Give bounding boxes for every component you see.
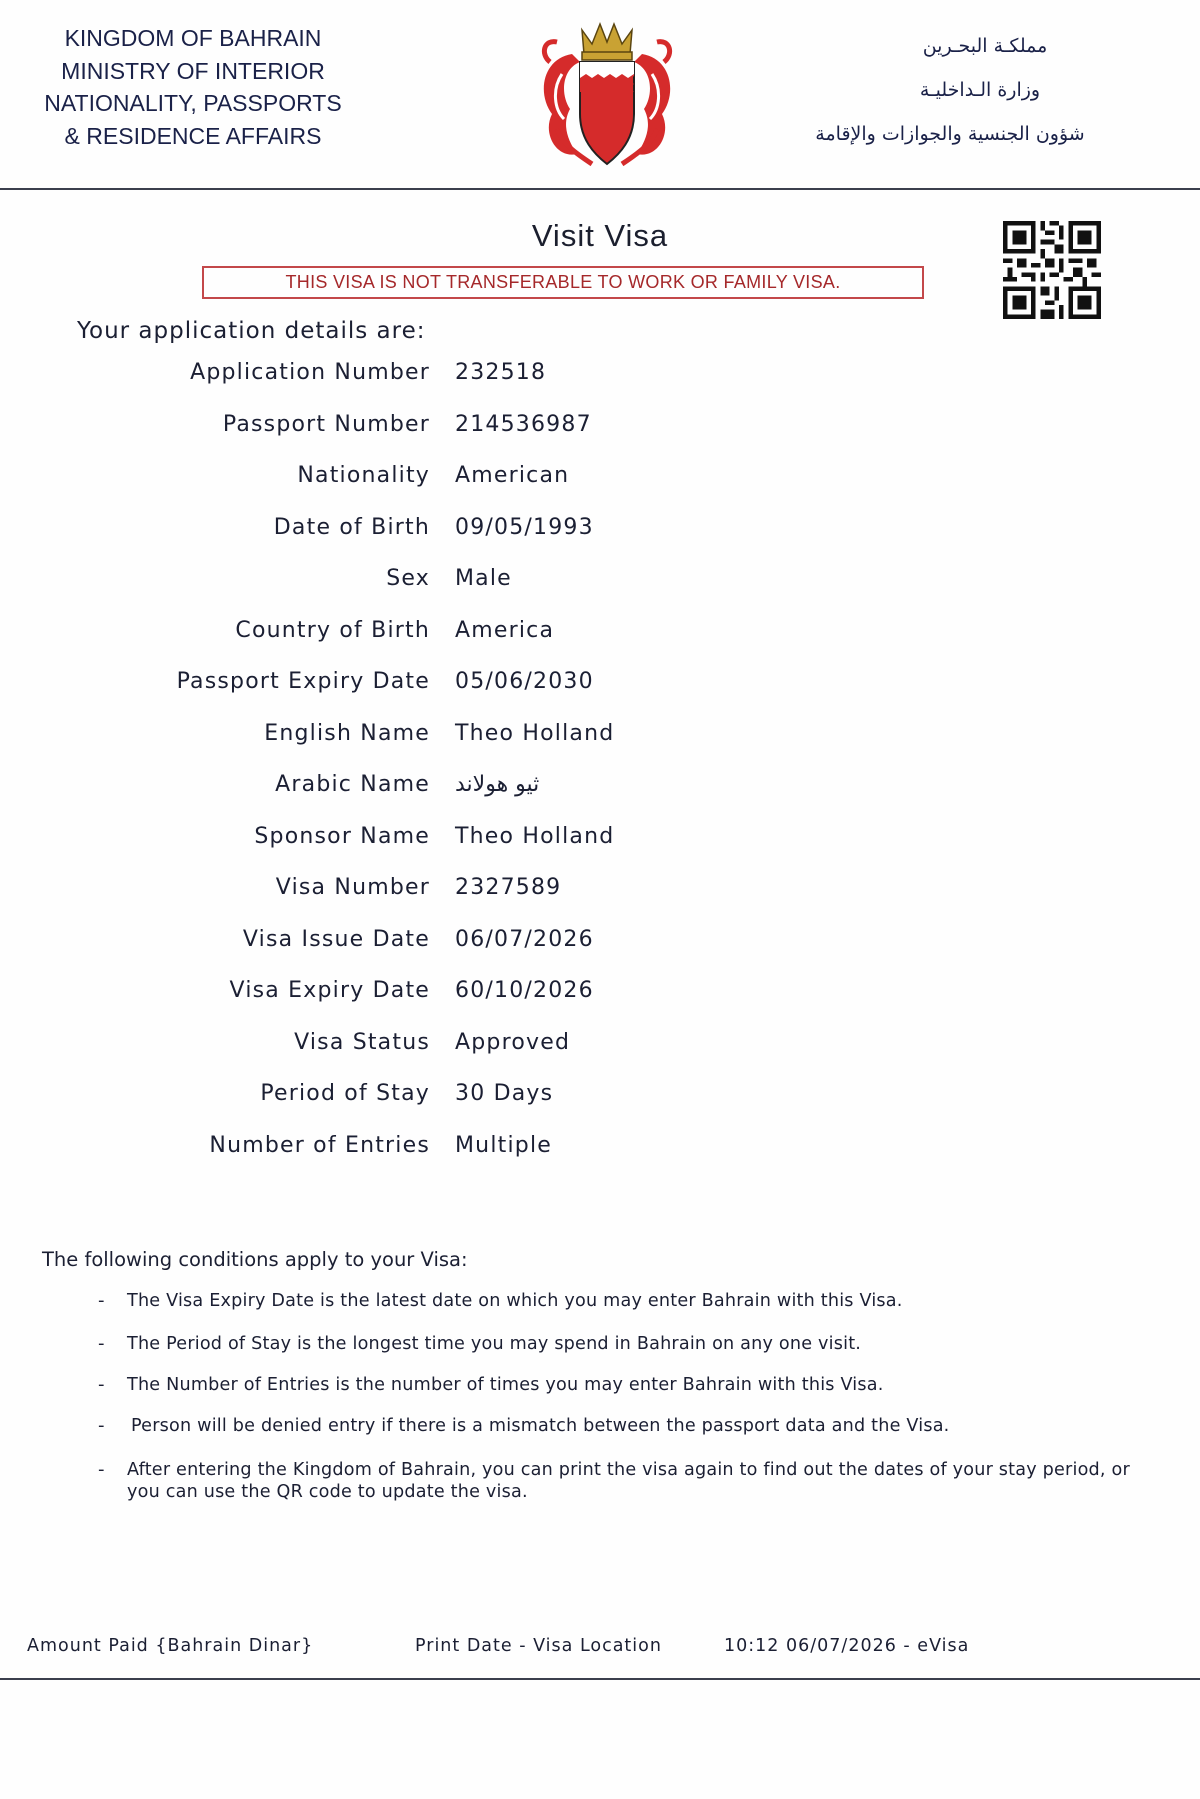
condition-text: The Visa Expiry Date is the latest date on which you may enter Bahrain with this Visa. <box>127 1291 903 1311</box>
detail-row <box>0 1081 1200 1121</box>
header-en-line: & RESIDENCE AFFAIRS <box>64 122 322 149</box>
detail-label: Number of Entries <box>209 1132 430 1158</box>
detail-label: Visa Expiry Date <box>229 978 430 1003</box>
detail-row <box>0 669 1200 709</box>
page-title: Visit Visa <box>531 218 669 253</box>
print-date-label: Print Date - Visa Location <box>415 1636 662 1656</box>
detail-value: ثيو هولاند <box>455 772 540 797</box>
bullet-dash: - <box>98 1333 105 1354</box>
header-ar-line: وزارة الـداخليـة <box>919 79 1041 101</box>
detail-value: 09/05/1993 <box>455 514 594 540</box>
detail-value: Approved <box>455 1029 571 1055</box>
detail-row <box>0 772 1200 812</box>
intro-text: Your application details are: <box>77 318 426 344</box>
detail-label: Passport Expiry Date <box>176 669 430 694</box>
detail-row <box>0 721 1200 761</box>
detail-label: Nationality <box>297 463 430 488</box>
detail-label: Application Number <box>190 360 430 385</box>
bullet-dash: - <box>98 1290 105 1311</box>
detail-value: 06/07/2026 <box>455 926 594 952</box>
detail-row <box>0 360 1200 400</box>
non-transferable-warning: THIS VISA IS NOT TRANSFERABLE TO WORK OR FAMILY VISA. <box>202 266 924 299</box>
detail-label: Visa Number <box>275 875 430 900</box>
footer-divider <box>0 1678 1200 1680</box>
detail-value: 30 Days <box>455 1081 554 1106</box>
detail-value: Multiple <box>455 1132 552 1158</box>
detail-value: Male <box>455 566 512 591</box>
detail-label: Sex <box>386 566 430 591</box>
bullet-dash: - <box>98 1459 105 1480</box>
detail-row <box>0 824 1200 864</box>
detail-label: English Name <box>264 720 430 746</box>
header-ar-line: مملكـة البحـرين <box>922 35 1048 57</box>
detail-label: Period of Stay <box>260 1081 430 1106</box>
print-timestamp: 10:12 06/07/2026 - eVisa <box>724 1636 970 1656</box>
detail-label: Date of Birth <box>273 514 430 540</box>
detail-value: 232518 <box>455 360 547 385</box>
conditions-title: The following conditions apply to your Visa: <box>42 1248 468 1271</box>
amount-paid-label: Amount Paid {Bahrain Dinar} <box>27 1636 314 1656</box>
detail-row <box>0 463 1200 503</box>
detail-label: Visa Issue Date <box>242 926 430 952</box>
detail-row <box>0 412 1200 452</box>
condition-text: After entering the Kingdom of Bahrain, you can print the visa again to find out the dates of your stay period, or you can use the QR code to update the visa. <box>127 1460 1130 1502</box>
detail-row <box>0 875 1200 915</box>
detail-row <box>0 1030 1200 1070</box>
detail-row <box>0 515 1200 555</box>
condition-text: The Number of Entries is the number of times you may enter Bahrain with this Visa. <box>127 1375 884 1395</box>
condition-text: Person will be denied entry if there is a mismatch between the passport data and the Visa. <box>131 1416 950 1436</box>
qr-code-icon <box>1003 221 1101 319</box>
detail-row <box>0 927 1200 967</box>
detail-row <box>0 978 1200 1018</box>
header-en-line: MINISTRY OF INTERIOR <box>61 57 325 84</box>
detail-row <box>0 618 1200 658</box>
detail-label: Visa Status <box>294 1029 430 1055</box>
detail-value: America <box>455 617 555 643</box>
bullet-dash: - <box>98 1374 105 1395</box>
detail-value: Theo Holland <box>455 823 615 849</box>
bahrain-coat-of-arms-icon <box>532 14 682 176</box>
header-divider <box>0 188 1200 190</box>
detail-row <box>0 566 1200 606</box>
detail-value: 05/06/2030 <box>455 669 594 694</box>
condition-text: The Period of Stay is the longest time you may spend in Bahrain on any one visit. <box>127 1334 862 1354</box>
bullet-dash: - <box>98 1415 105 1436</box>
ministry-name-english <box>28 22 358 152</box>
detail-value: 2327589 <box>455 875 562 900</box>
ministry-name-arabic <box>790 24 1110 156</box>
header-ar-line: شؤون الجنسية والجوازات والإقامة <box>815 123 1085 145</box>
header-en-line: NATIONALITY, PASSPORTS <box>44 90 342 116</box>
detail-label: Passport Number <box>222 411 430 437</box>
detail-value: 60/10/2026 <box>455 978 594 1003</box>
detail-row <box>0 1133 1200 1173</box>
header-en-line: KINGDOM OF BAHRAIN <box>64 25 322 51</box>
detail-label: Country of Birth <box>235 617 430 643</box>
detail-value: Theo Holland <box>455 720 615 746</box>
document-footer <box>0 1636 1200 1666</box>
document-header <box>0 0 1200 190</box>
detail-value: American <box>455 463 570 488</box>
detail-value: 214536987 <box>455 411 592 437</box>
detail-label: Sponsor Name <box>254 823 430 849</box>
detail-label: Arabic Name <box>275 772 430 797</box>
